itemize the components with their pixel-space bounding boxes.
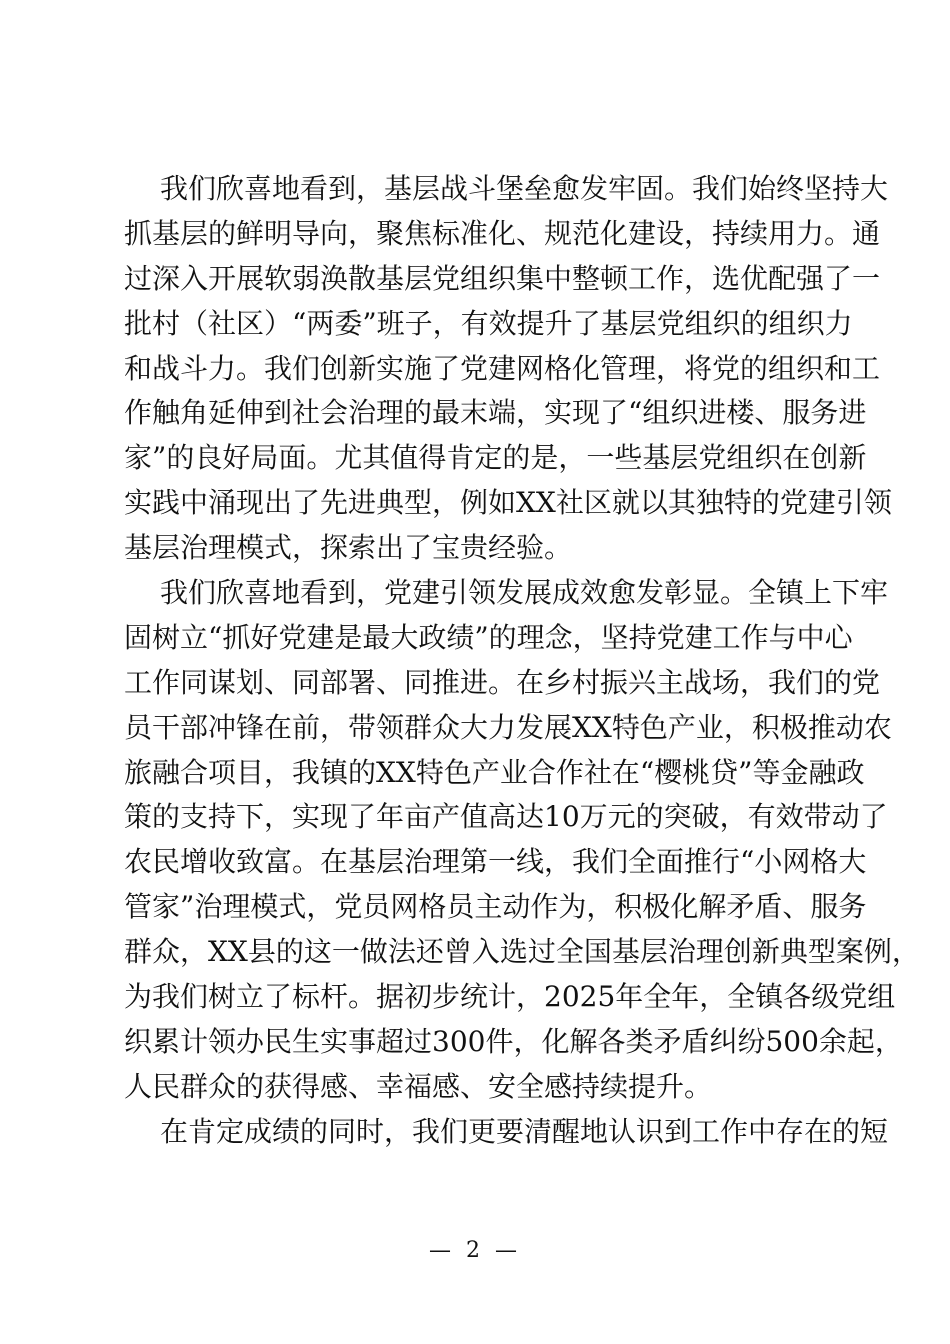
text-line: 我们欣喜地看到，党建引领发展成效愈发彰显。全镇上下牢 bbox=[160, 576, 889, 610]
text-line: 人民群众的获得感、幸福感、安全感持续提升。 bbox=[124, 1069, 713, 1103]
text-line: 管家”治理模式，党员网格员主动作为，积极化解矛盾、服务 bbox=[124, 890, 867, 924]
paragraph bbox=[124, 1110, 889, 1155]
paragraph bbox=[124, 167, 892, 571]
body-text bbox=[124, 167, 920, 1155]
text-line: 员干部冲锋在前，带领群众大力发展XX特色产业，积极推动农 bbox=[124, 710, 892, 744]
text-line: 作触角延伸到社会治理的最末端，实现了“组织进楼、服务进 bbox=[124, 396, 867, 430]
text-line: 工作同谋划、同部署、同推进。在乡村振兴主战场，我们的党 bbox=[124, 665, 881, 699]
text-line: 群众，XX县的这一做法还曾入选过全国基层治理创新典型案例， bbox=[124, 935, 920, 969]
text-line: 我们欣喜地看到，基层战斗堡垒愈发牢固。我们始终坚持大 bbox=[160, 172, 889, 205]
text-line: 固树立“抓好党建是最大政绩”的理念，坚持党建工作与中心 bbox=[124, 620, 853, 654]
text-line: 基层治理模式，探索出了宝贵经验。 bbox=[124, 531, 573, 565]
text-line: 抓基层的鲜明导向，聚焦标准化、规范化建设，持续用力。通 bbox=[124, 216, 881, 250]
text-line: 和战斗力。我们创新实施了党建网格化管理，将党的组织和工 bbox=[124, 351, 881, 385]
text-line: 农民增收致富。在基层治理第一线，我们全面推行“小网格大 bbox=[124, 845, 867, 879]
page-number: — 2 — bbox=[429, 1238, 521, 1263]
text-line: 旅融合项目，我镇的XX特色产业合作社在“樱桃贷”等金融政 bbox=[124, 755, 865, 789]
text-line: 过深入开展软弱涣散基层党组织集中整顿工作，选优配强了一 bbox=[124, 261, 881, 295]
text-line: 策的支持下，实现了年亩产值高达10万元的突破，有效带动了 bbox=[124, 800, 888, 834]
text-line: 为我们树立了标杆。据初步统计，2025年全年，全镇各级党组 bbox=[124, 980, 896, 1014]
text-line: 实践中涌现出了先进典型，例如XX社区就以其独特的党建引领 bbox=[124, 486, 892, 520]
text-line: 在肯定成绩的同时，我们更要清醒地认识到工作中存在的短 bbox=[160, 1114, 889, 1148]
text-line: 织累计领办民生实事超过300件，化解各类矛盾纠纷500余起， bbox=[124, 1024, 903, 1058]
text-line: 批村（社区）“两委”班子，有效提升了基层党组织的组织力 bbox=[124, 306, 853, 340]
text-line: 家”的良好局面。尤其值得肯定的是，一些基层党组织在创新 bbox=[124, 441, 867, 475]
paragraph bbox=[124, 571, 920, 1110]
